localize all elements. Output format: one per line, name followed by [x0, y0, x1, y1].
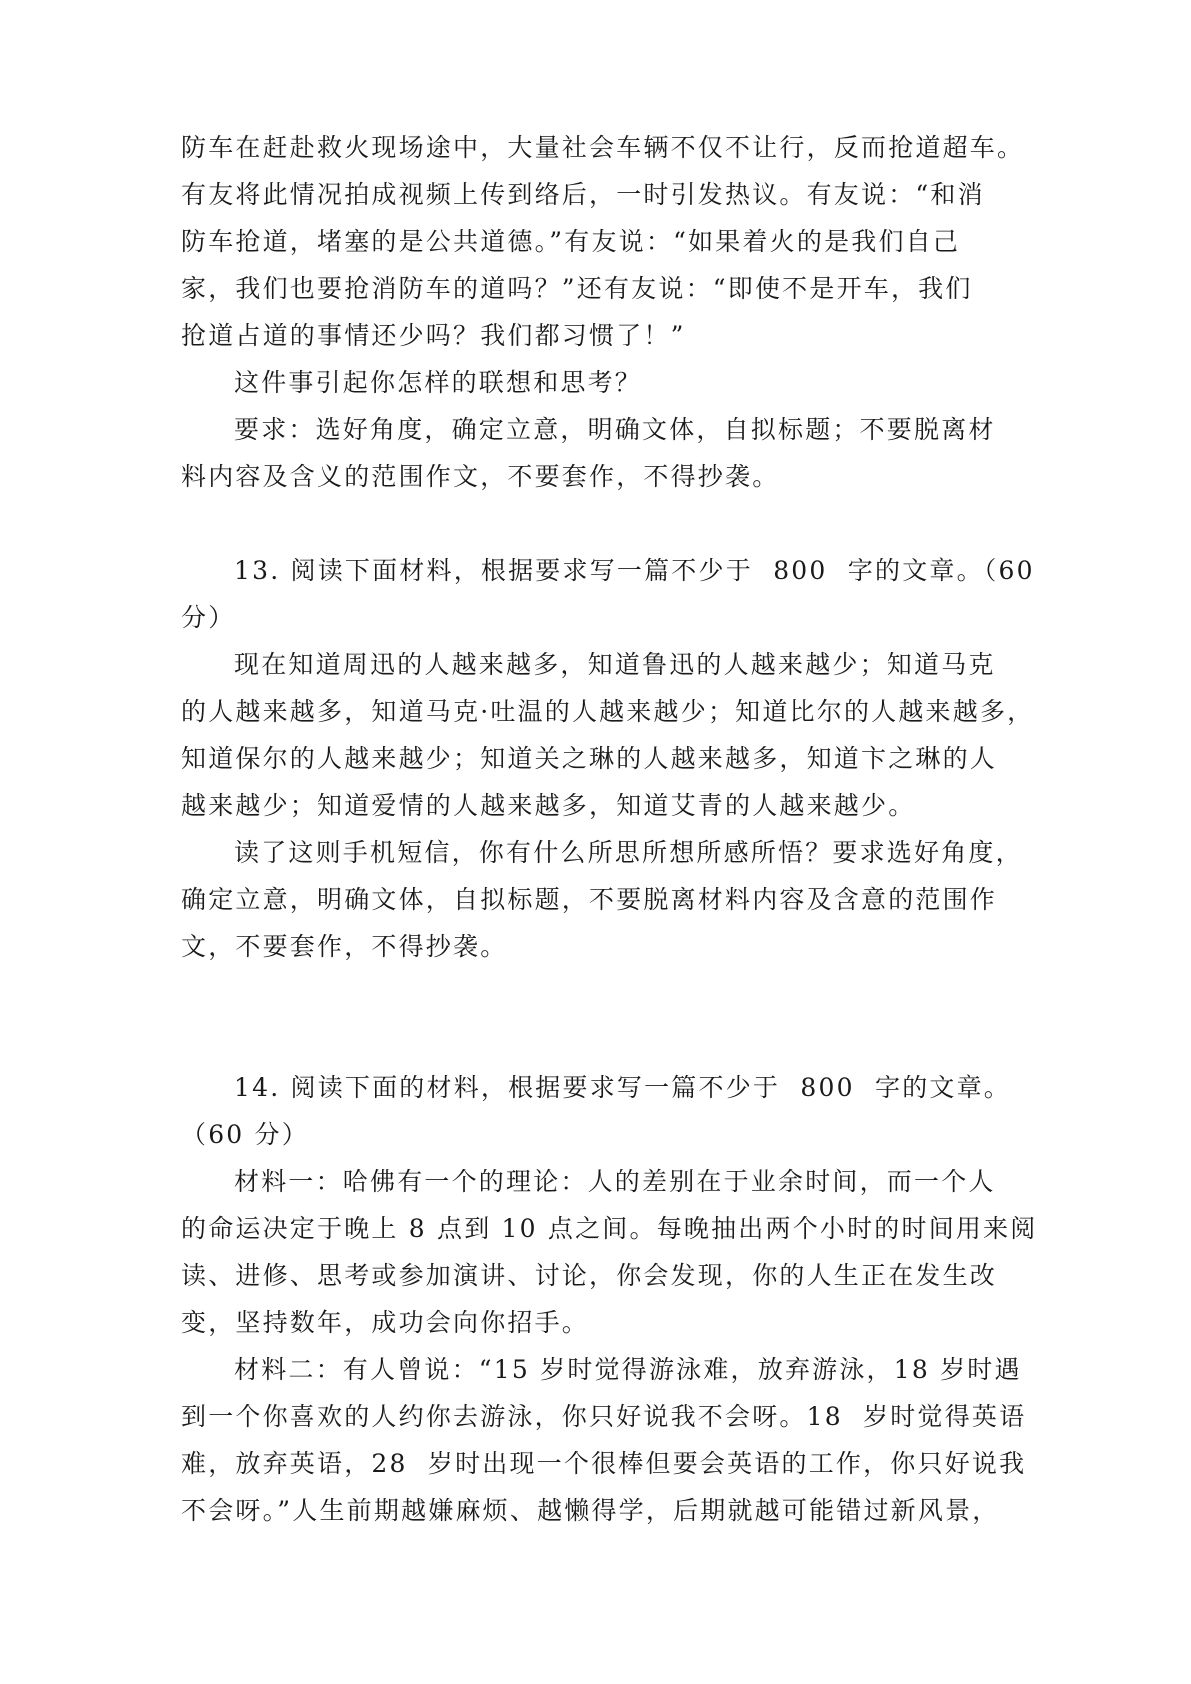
- material-line: 越来越少；知道爱情的人越来越多，知道艾青的人越来越少。: [181, 791, 916, 820]
- material-1-line: 的命运决定于晚上 8 点到 10 点之间。每晚抽出两个小时的时间用来阅: [181, 1214, 1038, 1243]
- material-2-line: 到一个你喜欢的人约你去游泳，你只好说我不会呀。18 岁时觉得英语: [181, 1402, 1027, 1431]
- requirement-line: 读了这则手机短信，你有什么所思所想所感所悟？要求选好角度，: [234, 838, 1023, 867]
- question-13-header-cont: 分）: [181, 603, 236, 632]
- material-1-line: 读、进修、思考或参加演讲、讨论，你会发现，你的人生正在发生改: [181, 1261, 998, 1290]
- material-line: 知道保尔的人越来越少；知道关之琳的人越来越多，知道卞之琳的人: [181, 744, 998, 773]
- material-line: 现在知道周迅的人越来越多，知道鲁迅的人越来越少；知道马克: [234, 650, 996, 679]
- requirement-line: 文，不要套作，不得抄袭。: [181, 932, 508, 961]
- material-2-line: 不会呀。”人生前期越嫌麻烦、越懒得学，后期就越可能错过新风景，: [181, 1496, 1000, 1525]
- question-line: 这件事引起你怎样的联想和思考？: [234, 368, 643, 397]
- material-2-line: 难，放弃英语，28 岁时出现一个很棒但要会英语的工作，你只好说我: [181, 1449, 1027, 1478]
- text-line: 防车在赶赴救火现场途中，大量社会车辆不仅不让行，反而抢道超车。: [181, 133, 1025, 162]
- material-2-line: 材料二：有人曾说：“15 岁时觉得游泳难，放弃游泳，18 岁时遇: [234, 1355, 1022, 1384]
- question-14-header: 14. 阅读下面的材料，根据要求写一篇不少于 800 字的文章。: [234, 1073, 1012, 1102]
- text-line: 有友将此情况拍成视频上传到络后，一时引发热议。有友说：“和消: [181, 180, 985, 209]
- requirement-line: 确定立意，明确文体，自拟标题，不要脱离材料内容及含意的范围作: [181, 885, 998, 914]
- text-line: 防车抢道，堵塞的是公共道德。”有友说：“如果着火的是我们自己: [181, 227, 961, 256]
- text-line: 抢道占道的事情还少吗？我们都习惯了！”: [181, 321, 686, 350]
- requirement-line: 料内容及含义的范围作文，不要套作，不得抄袭。: [181, 462, 780, 491]
- question-13-header: 13. 阅读下面材料，根据要求写一篇不少于 800 字的文章。（60: [234, 556, 1035, 585]
- material-1-line: 材料一：哈佛有一个的理论：人的差别在于业余时间，而一个人: [234, 1167, 996, 1196]
- question-14-header-cont: （60 分）: [181, 1120, 309, 1149]
- requirement-line: 要求：选好角度，确定立意，明确文体，自拟标题；不要脱离材: [234, 415, 996, 444]
- material-1-line: 变，坚持数年，成功会向你招手。: [181, 1308, 590, 1337]
- material-line: 的人越来越多，知道马克·吐温的人越来越少；知道比尔的人越来越多，: [181, 697, 1035, 726]
- text-line: 家，我们也要抢消防车的道吗？”还有友说：“即使不是开车，我们: [181, 274, 973, 303]
